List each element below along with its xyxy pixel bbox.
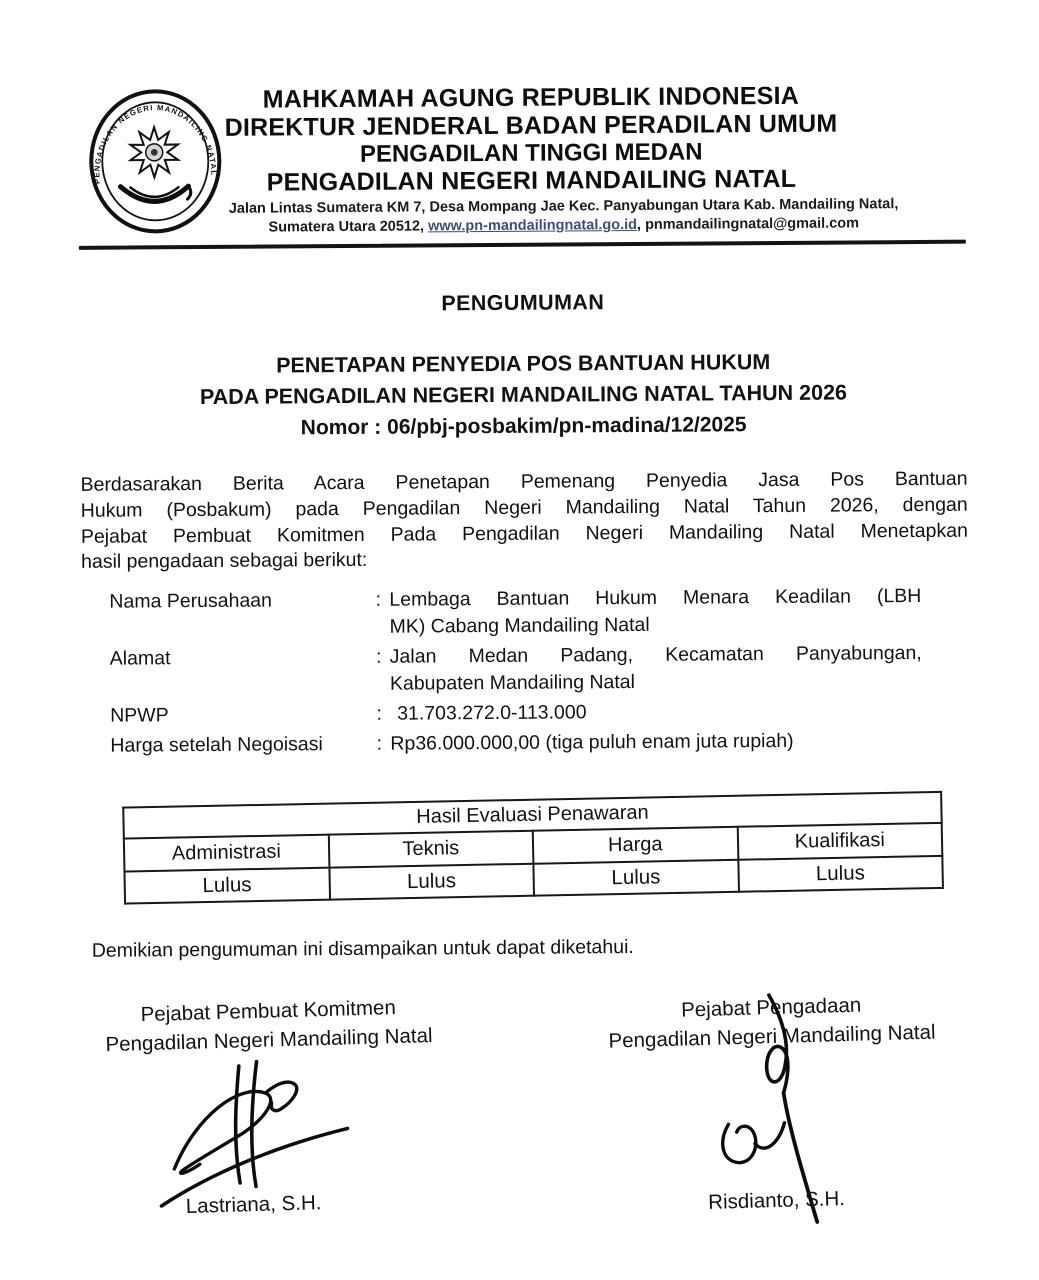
letterhead [78, 82, 966, 239]
result-harga: Lulus [533, 860, 738, 896]
title-line1: PENETAPAN PENYEDIA POS BANTUAN HUKUM [276, 350, 771, 378]
column-header-kualifikasi: Kualifikasi [737, 823, 942, 860]
document-number: Nomor : 06/pbj-posbakim/pn-madina/12/2025 [300, 413, 747, 440]
column-header-administrasi: Administrasi [124, 835, 329, 872]
letterhead-divider [79, 240, 966, 250]
detail-value-line: 31.703.272.0-113.000 [397, 701, 587, 725]
signer-role-line2: Pengadilan Negeri Mandailing Natal [105, 1023, 433, 1056]
evaluation-table-title: Hasil Evaluasi Penawaran [123, 792, 941, 839]
detail-colon: : [376, 702, 382, 725]
address-line2-prefix: Sumatera Utara 20512, [268, 218, 429, 236]
detail-label: NPWP [110, 704, 169, 727]
detail-label: Nama Perusahaan [109, 589, 273, 613]
org-name-line3: PENGADILAN TINGGI MEDAN [359, 138, 703, 168]
signature-area [574, 1046, 974, 1195]
letterhead-address [193, 195, 935, 238]
court-seal-icon [84, 87, 229, 238]
body-line: hasil pengadaan sebagai berikut: [81, 549, 368, 574]
detail-row-negotiated-price [82, 727, 969, 760]
handwritten-signature-right [691, 987, 850, 1231]
detail-colon: : [375, 588, 382, 611]
website-link: www.pn-mandailingnatal.go.id [428, 216, 638, 235]
signer-name: Risdianto, S.H. [707, 1187, 846, 1215]
detail-value [390, 640, 922, 698]
detail-colon: : [375, 645, 382, 668]
handwritten-signature-left [143, 1052, 355, 1210]
result-teknis: Lulus [329, 864, 534, 900]
body-line: Hukum (Posbakum) pada Pengadilan Negeri Mandailing Natal Tahun 2026, dengan [80, 493, 968, 522]
result-administrasi: Lulus [124, 868, 329, 904]
detail-value-line: MK) Cabang Mandailing Natal [389, 614, 650, 638]
org-name-line1: MAHKAMAH AGUNG REPUBLIK INDONESIA [262, 81, 800, 114]
detail-label: Harga setelah Negoisasi [110, 733, 323, 757]
detail-value-line: Jalan Medan Padang, Kecamatan Panyabungan, [389, 642, 922, 668]
detail-value-line: Kabupaten Mandailing Natal [389, 671, 636, 695]
result-kualifikasi: Lulus [738, 856, 943, 892]
signer-role-line1: Pejabat Pengadaan [680, 993, 862, 1022]
detail-value-line: Lembaga Bantuan Hukum Menara Keadilan (LBH [389, 585, 922, 611]
seal-text: PENGADILAN NEGERI MANDAILING NATAL [92, 103, 219, 185]
signer-role-line1: Pejabat Pembuat Komitmen [140, 996, 397, 1027]
closing-statement: Demikian pengumuman ini disampaikan untuk dapat diketahui. [91, 936, 634, 962]
detail-value [390, 697, 922, 728]
detail-value-line: Rp36.000.000,00 (tiga puluh enam juta rupiah) [390, 730, 794, 755]
detail-value [389, 583, 921, 641]
detail-row-company-name [81, 583, 968, 643]
detail-value [390, 727, 922, 758]
column-header-harga: Harga [533, 827, 738, 864]
detail-row-address [82, 640, 969, 700]
signature-section [84, 993, 973, 1218]
announcement-heading: PENGUMUMAN [441, 290, 605, 316]
evaluation-table [122, 791, 944, 905]
signature-block-pejabat-pembuat-komitmen [82, 993, 460, 1222]
letterhead-headings [200, 82, 863, 197]
address-line1: Jalan Lintas Sumatera KM 7, Desa Mompang Jae Kec. Panyabungan Utara Kab. Mandailing Natal, [228, 196, 899, 217]
procurement-details [81, 583, 969, 760]
body-line: Pejabat Pembuat Komitmen Pada Pengadilan Negeri Mandailing Natal Menetapkan [80, 519, 968, 548]
signature-block-pejabat-pengadaan [573, 989, 975, 1219]
org-name-line2: DIREKTUR JENDERAL BADAN PERADILAN UMUM [224, 109, 838, 142]
detail-row-npwp [82, 697, 969, 730]
body-line: Berdasarakan Berita Acara Penetapan Pemenang Penyedia Jasa Pos Bantuan [80, 467, 968, 496]
email-text: pnmandailingnatal@gmail.com [644, 215, 860, 233]
column-header-teknis: Teknis [328, 831, 533, 868]
signer-name: Lastriana, S.H. [185, 1191, 322, 1219]
announcement-title [80, 346, 968, 445]
signature-area [84, 1050, 460, 1198]
detail-colon: : [376, 732, 383, 755]
title-line2: PADA PENGADILAN NEGERI MANDAILING NATAL TAHUN 2026 [199, 380, 848, 410]
detail-label: Alamat [109, 647, 171, 670]
signer-role-line2: Pengadilan Negeri Mandailing Natal [608, 1020, 936, 1053]
body-paragraph [80, 467, 968, 576]
org-name-line4: PENGADILAN NEGERI MANDAILING NATAL [266, 164, 797, 197]
address-separator: , [636, 216, 646, 233]
